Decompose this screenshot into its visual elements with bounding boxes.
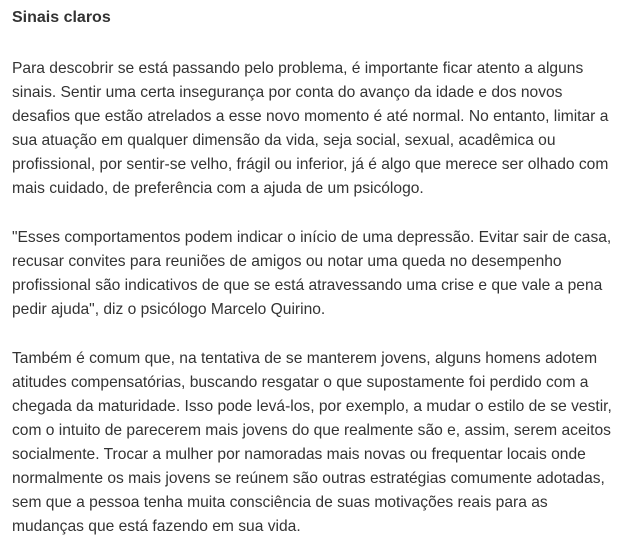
paragraph-compensatory-behaviors: Também é comum que, na tentativa de se manterem jovens, alguns homens adotem atitudes compensatórias, buscando resgatar o que supostamente foi perdido com a chegada da maturidade. Isso pode levá-los, por exemplo, a mudar o estilo de se vestir, com o intuito de parecerem mais jovens do que realmente são e, assim, serem aceitos socialmente. Trocar a mulher por namoradas mais novas ou frequentar locais onde normalmente os mais jovens se reúnem são outras estratégias comumente adotadas, sem que a pessoa tenha muita consciência de suas motivações reais para as mudanças que está fazendo em sua vida. bbox=[12, 350, 612, 535]
paragraph-psychologist-quote: "Esses comportamentos podem indicar o início de uma depressão. Evitar sair de casa, recusar convites para reuniões de amigos ou notar uma queda no desempenho profissional são indicativos de que se está atravessando uma crise e que vale a pena pedir ajuda", diz o psicólogo Marcelo Quirino. bbox=[12, 229, 612, 318]
paragraph-warning-signs: Para descobrir se está passando pelo problema, é importante ficar atento a alguns sinais. Sentir uma certa insegurança por conta do avanço da idade e dos novos desafios que estão atrelados a esse novo momento é até normal. No entanto, limitar a sua atuação em qualquer dimensão da vida, seja social, sexual, acadêmica ou profissional, por sentir-se velho, frágil ou inferior, já é algo que merece ser olhado com mais cuidado, de preferência com a ajuda de um psicólogo. bbox=[12, 60, 609, 197]
section-title: Sinais claros bbox=[12, 9, 111, 26]
